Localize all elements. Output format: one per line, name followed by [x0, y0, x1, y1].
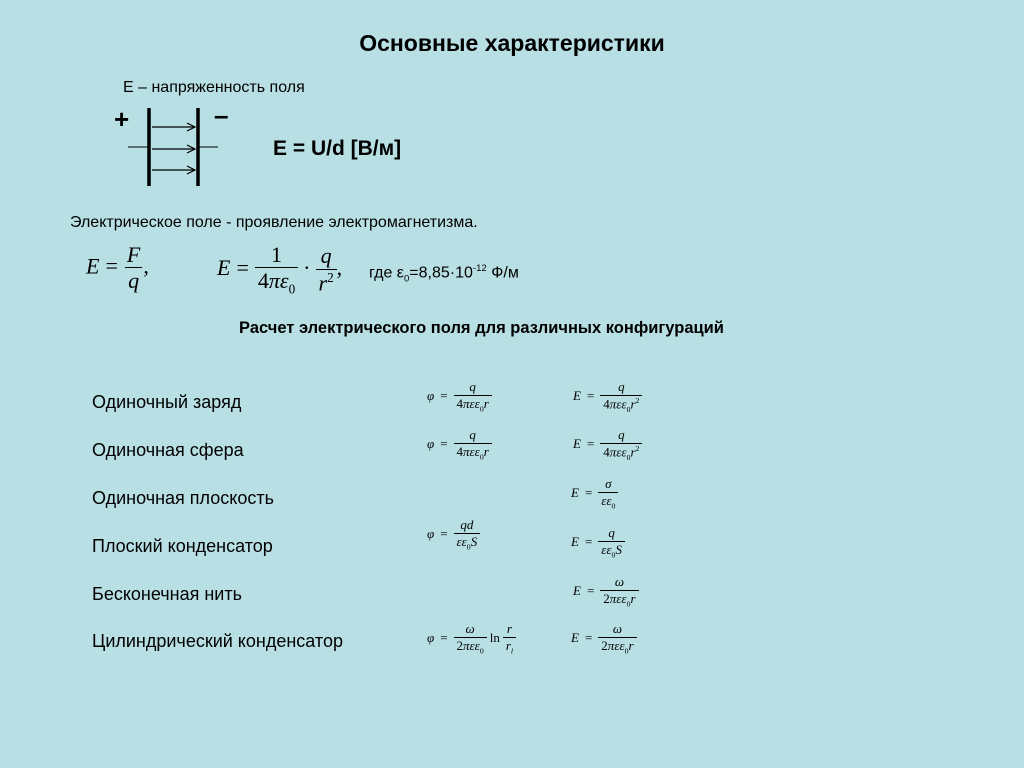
e-single-sphere: E = $\frac{q}{4\pi\varepsilon\varepsilon_0r^2}$ — [573, 428, 642, 462]
eps-exponent: -12 — [472, 263, 487, 274]
phi-cylindrical-capacitor: φ = $\frac{\omega}{2\pi\varepsilon\varepsilon_0}$ ln $\frac{r}{r_l}$ — [427, 622, 516, 656]
minus-sign: – — [214, 102, 229, 130]
field-arrows — [152, 123, 195, 174]
capacitor-diagram — [110, 102, 240, 192]
eps-symbol: ε — [396, 264, 404, 282]
ud-formula: E = U/d [В/м] — [273, 137, 402, 160]
row-label-infinite-thread: Бесконечная нить — [92, 584, 242, 604]
e-single-plane: E = $\frac{\sigma}{\varepsilon\varepsilon_0}$ — [571, 477, 618, 511]
field-strength-label: E – напряженность поля — [123, 79, 305, 96]
phi-single-sphere: φ = $\frac{q}{4\pi\varepsilon\varepsilon_0r}$ — [427, 428, 492, 462]
row-label-cylindrical-capacitor: Цилиндрический конденсатор — [92, 631, 343, 651]
eps-unit: Ф/м — [486, 264, 519, 282]
phi-plate-capacitor: φ = $\frac{qd}{\varepsilon\varepsilon_0S}$ — [427, 518, 480, 552]
section-title: Расчет электрического поля для различных конфигураций — [239, 319, 724, 337]
e-cylindrical-capacitor: E = $\frac{\omega}{2\pi\varepsilon\varepsilon_0r}$ — [571, 622, 637, 656]
row-label-single-plane: Одиночная плоскость — [92, 488, 274, 508]
e-plate-capacitor: E = $\frac{q}{\varepsilon\varepsilon_0S}$ — [571, 526, 625, 560]
phi-single-charge: φ = $\frac{q}{4\pi\varepsilon\varepsilon_0r}$ — [427, 380, 492, 414]
plus-sign: + — [114, 104, 130, 134]
eps-subscript: 0 — [403, 273, 410, 285]
formula-coulomb: E = $\frac{1}{4\pi\varepsilon_0}$ · $\frac{q}{r^2}$ , — [217, 242, 343, 297]
eps-value: =8,85·10 — [409, 264, 473, 282]
e-infinite-thread: E = $\frac{\omega}{2\pi\varepsilon\varepsilon_0r}$ — [573, 575, 639, 609]
em-sentence: Электрическое поле - проявление электромагнетизма. — [70, 214, 478, 231]
row-label-plate-capacitor: Плоский конденсатор — [92, 536, 273, 556]
e-single-charge: E = $\frac{q}{4\pi\varepsilon\varepsilon_0r^2}$ — [573, 380, 642, 414]
row-label-single-charge: Одиночный заряд — [92, 392, 242, 412]
formula-e-f-over-q: E = $\frac{F}{q}$ , — [86, 242, 149, 294]
page-title: Основные характеристики — [359, 30, 665, 56]
row-label-single-sphere: Одиночная сфера — [92, 440, 244, 460]
eps-prefix: где — [369, 264, 397, 282]
epsilon-note — [369, 263, 519, 285]
